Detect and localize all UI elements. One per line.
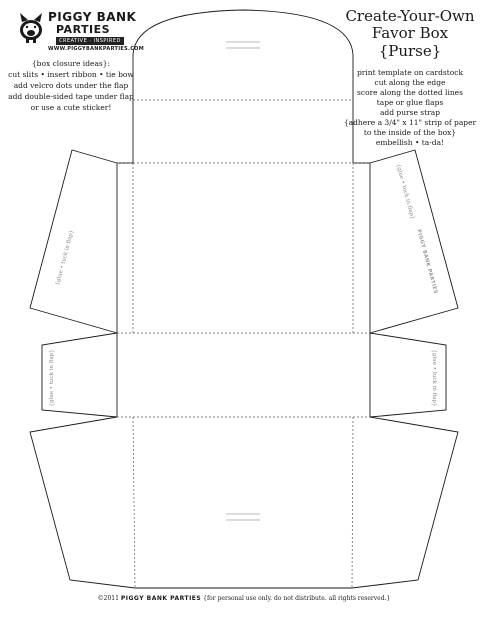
page-title-line-2: Favor Box: [371, 24, 449, 42]
instruction-line: score along the dotted lines: [357, 88, 463, 97]
footer-copyright: ©2011: [97, 595, 119, 602]
footer-notice: {for personal use only. do not distribute. all rights reserved.}: [203, 595, 391, 602]
instruction-line: to the inside of the box}: [363, 128, 457, 137]
right-flap-ghost-logo: PIGGY BANK PARTIES: [415, 228, 439, 295]
page-subtitle: {Purse}: [378, 42, 442, 60]
closure-line: add velcro dots under the flap: [13, 81, 129, 90]
logo-tagline: CREATIVE · INSPIRED: [56, 37, 124, 45]
instruction-line: tape or glue flaps: [376, 98, 444, 107]
pig-icon: [16, 10, 46, 44]
closure-line: or use a cute sticker!: [30, 103, 112, 112]
top-lid-outline: [133, 10, 353, 100]
closure-line: {box closure ideas}:: [31, 59, 111, 68]
score-line-left-lower: [133, 417, 135, 588]
footer-brand: PIGGY BANK PARTIES: [120, 595, 202, 602]
bottom-right-flap-outline: [352, 417, 458, 588]
top-panel-outline: [133, 100, 353, 163]
logo-line-2: PARTIES: [56, 23, 111, 36]
bottom-left-flap-outline: [30, 417, 135, 588]
footer: [0, 595, 488, 603]
instruction-line: add purse strap: [379, 108, 441, 117]
instruction-line: {adhere a 3/4" x 11" strip of paper: [343, 118, 477, 127]
instructions: [336, 68, 484, 148]
page-title: Create-Your-Own: [345, 7, 475, 25]
right-flap-label: {glue • tuck in flap}: [394, 163, 416, 221]
closure-ideas: [6, 58, 136, 113]
closure-line: add double-sided tape under flap: [8, 92, 134, 101]
score-line-right-lower: [352, 417, 353, 588]
logo-line-1: PIGGY BANK: [48, 10, 137, 24]
title-block: [336, 8, 484, 60]
logo-url: WWW.PIGGYBANKPARTIES.COM: [48, 46, 145, 52]
instruction-line: cut along the edge: [374, 78, 446, 87]
instruction-line: embellish • ta-da!: [375, 138, 445, 147]
left-flap-label: {glue • tuck in flap}: [54, 229, 76, 287]
piggy-bank-logo: [14, 8, 145, 56]
left-flap-outline: [30, 150, 117, 333]
right-flap-outline: [370, 150, 458, 333]
left-small-flap-label: {glue • tuck in flap}: [49, 349, 55, 407]
instruction-line: print template on cardstock: [357, 68, 463, 77]
right-small-flap-label: {glue • tuck in flap}: [431, 349, 437, 407]
closure-line: cut slits • insert ribbon • tie bow: [8, 70, 134, 79]
